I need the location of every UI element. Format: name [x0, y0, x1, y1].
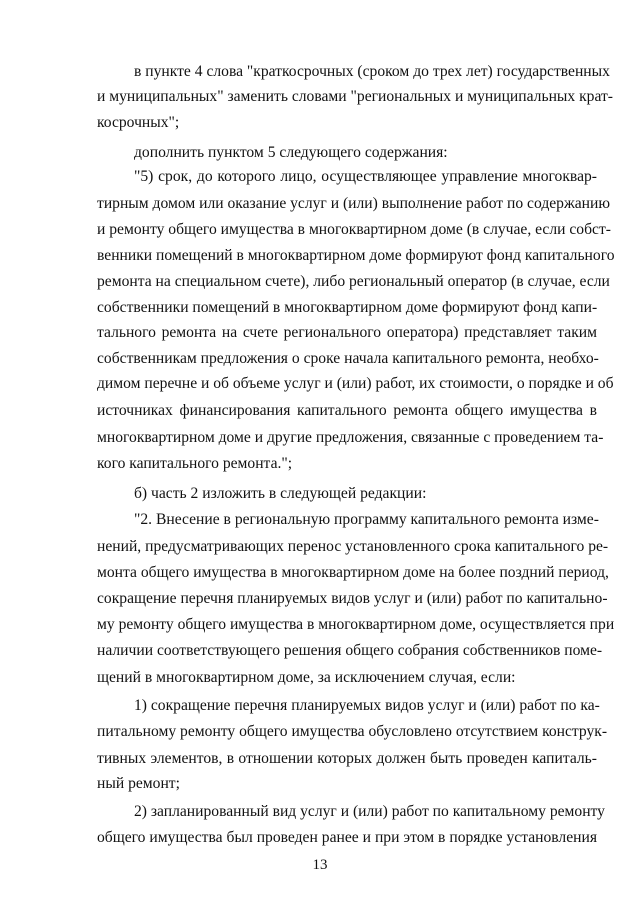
- text-line: общего имущества был проведен ранее и при этом в порядке установления: [97, 829, 597, 846]
- text-line: тивных элементов, в отношении которых должен быть проведен капиталь-: [97, 750, 597, 767]
- text-line: в пункте 4 слова "краткосрочных (сроком до трех лет) государственных: [134, 63, 610, 80]
- text-line: дополнить пунктом 5 следующего содержания:: [134, 144, 448, 161]
- text-line: собственники помещений в многоквартирном доме формируют фонд капи-: [97, 299, 598, 316]
- text-line: венники помещений в многоквартирном доме формируют фонд капитального: [97, 247, 615, 264]
- page-number: 13: [312, 857, 328, 873]
- text-line: ремонта на специальном счете), либо региональный оператор (в случае, если: [97, 273, 610, 290]
- text-line: тирным домом или оказание услуг и (или) выполнение работ по содержанию: [97, 195, 611, 212]
- text-line: тального ремонта на счете регионального оператора) представляет таким: [97, 324, 597, 341]
- text-line: кого капитального ремонта.";: [97, 455, 293, 472]
- text-line: и муниципальных" заменить словами "региональных и муниципальных крат-: [97, 88, 613, 105]
- text-line: источниках финансирования капитального ремонта общего имущества в: [97, 402, 597, 419]
- text-line: 1) сокращение перечня планируемых видов услуг и (или) работ по ка-: [134, 697, 600, 714]
- text-line: "5) срок, до которого лицо, осуществляющее управление многоквар-: [134, 168, 597, 185]
- text-line: косрочных";: [97, 114, 180, 131]
- text-line: б) часть 2 изложить в следующей редакции:: [134, 485, 427, 502]
- text-line: нений, предусматривающих перенос установленного срока капитального ре-: [97, 538, 609, 555]
- text-line: питальному ремонту общего имущества обусловлено отсутствием конструк-: [97, 723, 608, 740]
- text-line: собственникам предложения о сроке начала капитального ремонта, необхо-: [97, 350, 599, 367]
- text-line: му ремонту общего имущества в многоквартирном доме, осуществляется при: [97, 616, 615, 633]
- text-line: и ремонту общего имущества в многоквартирном доме (в случае, если собст-: [97, 221, 611, 238]
- text-line: "2. Внесение в региональную программу капитального ремонта изме-: [134, 511, 599, 528]
- text-line: 2) запланированный вид услуг и (или) работ по капитальному ремонту: [134, 803, 605, 820]
- text-line: ный ремонт;: [97, 775, 180, 792]
- text-line: щений в многоквартирном доме, за исключением случая, если:: [97, 669, 516, 686]
- text-line: многоквартирном доме и другие предложения, связанные с проведением та-: [97, 429, 604, 446]
- text-line: димом перечне и об объеме услуг и (или) работ, их стоимости, о порядке и об: [97, 375, 614, 392]
- text-line: монта общего имущества в многоквартирном доме на более поздний период,: [97, 564, 609, 581]
- text-line: сокращение перечня планируемых видов услуг и (или) работ по капитально-: [97, 590, 608, 607]
- text-line: наличии соответствующего решения общего собрания собственников поме-: [97, 642, 603, 659]
